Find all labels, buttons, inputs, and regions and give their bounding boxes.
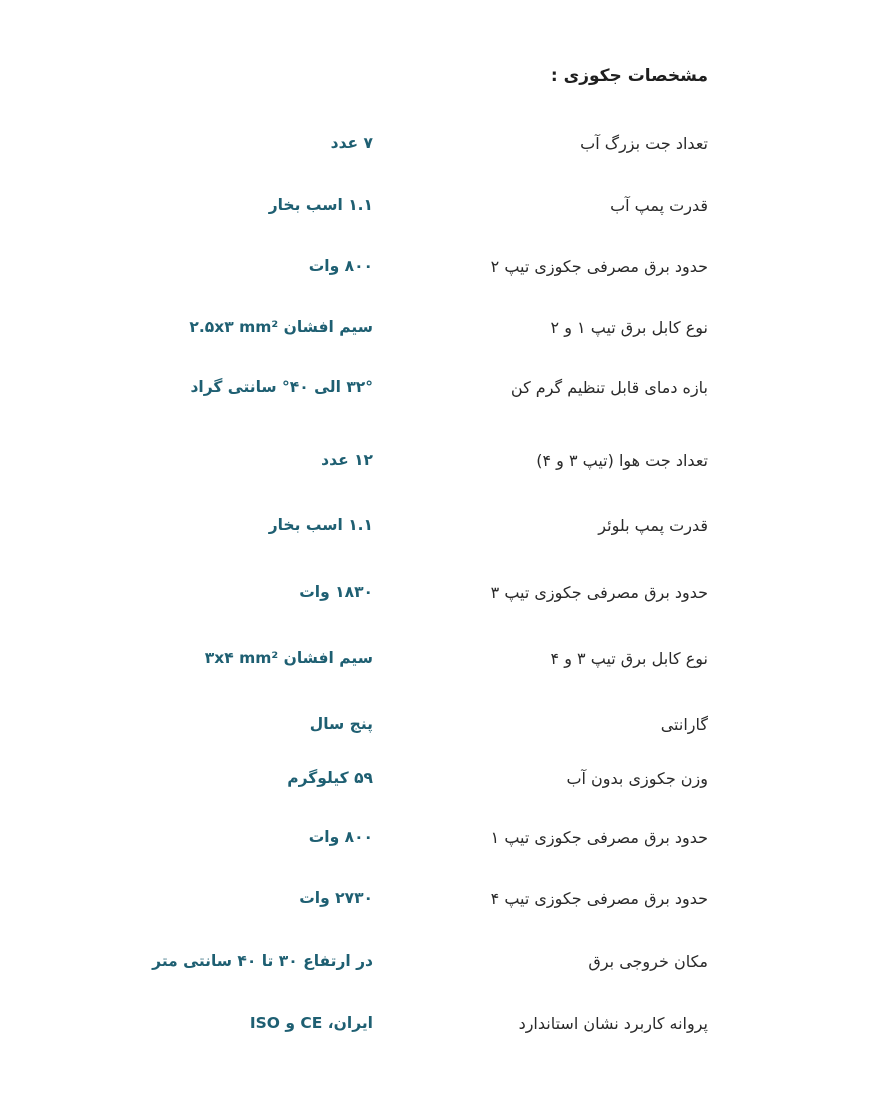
spec-row <box>0 952 870 982</box>
spec-row <box>0 1014 870 1044</box>
spec-label: نوع کابل برق تیپ ۱ و ۲ <box>550 318 708 337</box>
spec-label: بازه دمای قابل تنظیم گرم کن <box>510 378 708 397</box>
spec-label: مکان خروجی برق <box>588 952 708 971</box>
spec-label: حدود برق مصرفی جکوزی تیپ ۴ <box>490 889 708 908</box>
spec-value: ۲۷۳۰ وات <box>299 889 373 907</box>
spec-value: ۱۲ عدد <box>321 451 373 469</box>
spec-label: تعداد جت بزرگ آب <box>580 134 708 153</box>
spec-value: ۵۹ کیلوگرم <box>287 769 373 787</box>
spec-value: ۱۸۳۰ وات <box>299 583 373 601</box>
spec-label: قدرت پمپ بلوئر <box>598 516 708 535</box>
spec-row <box>0 828 870 858</box>
spec-value: پنج سال <box>309 715 373 733</box>
spec-row <box>0 889 870 919</box>
spec-label: تعداد جت هوا (تیپ ۳ و ۴) <box>536 451 708 470</box>
spec-value: ۳۲° الی ۴۰° سانتی گراد <box>190 378 373 396</box>
spec-label: پروانه کاربرد نشان استاندارد <box>518 1014 708 1033</box>
spec-label: وزن جکوزی بدون آب <box>566 769 708 788</box>
spec-row <box>0 318 870 348</box>
spec-row <box>0 134 870 164</box>
spec-row <box>0 196 870 226</box>
spec-value: ۷ عدد <box>330 134 373 152</box>
spec-label: گارانتی <box>660 715 708 734</box>
spec-row <box>0 715 870 745</box>
spec-row <box>0 257 870 287</box>
spec-row <box>0 378 870 408</box>
spec-value: ۱.۱ اسب بخار <box>268 196 373 214</box>
spec-row <box>0 583 870 613</box>
spec-value: ۸۰۰ وات <box>308 828 373 846</box>
spec-row <box>0 649 870 679</box>
spec-label: قدرت پمپ آب <box>610 196 708 215</box>
spec-value: ۸۰۰ وات <box>308 257 373 275</box>
spec-title: مشخصات جکوزی : <box>550 66 708 86</box>
spec-value: سیم افشان ۳x۴ mm² <box>204 649 373 667</box>
spec-label: نوع کابل برق تیپ ۳ و ۴ <box>550 649 708 668</box>
spec-value: در ارتفاع ۳۰ تا ۴۰ سانتی متر <box>152 952 373 970</box>
spec-row <box>0 451 870 481</box>
spec-row <box>0 769 870 799</box>
spec-label: حدود برق مصرفی جکوزی تیپ ۲ <box>490 257 708 276</box>
spec-label: حدود برق مصرفی جکوزی تیپ ۱ <box>490 828 708 847</box>
spec-row <box>0 516 870 546</box>
spec-value: ۱.۱ اسب بخار <box>268 516 373 534</box>
spec-value: سیم افشان ۲.۵x۳ mm² <box>189 318 373 336</box>
spec-label: حدود برق مصرفی جکوزی تیپ ۳ <box>490 583 708 602</box>
spec-value: ایران، CE و ISO <box>249 1014 373 1032</box>
